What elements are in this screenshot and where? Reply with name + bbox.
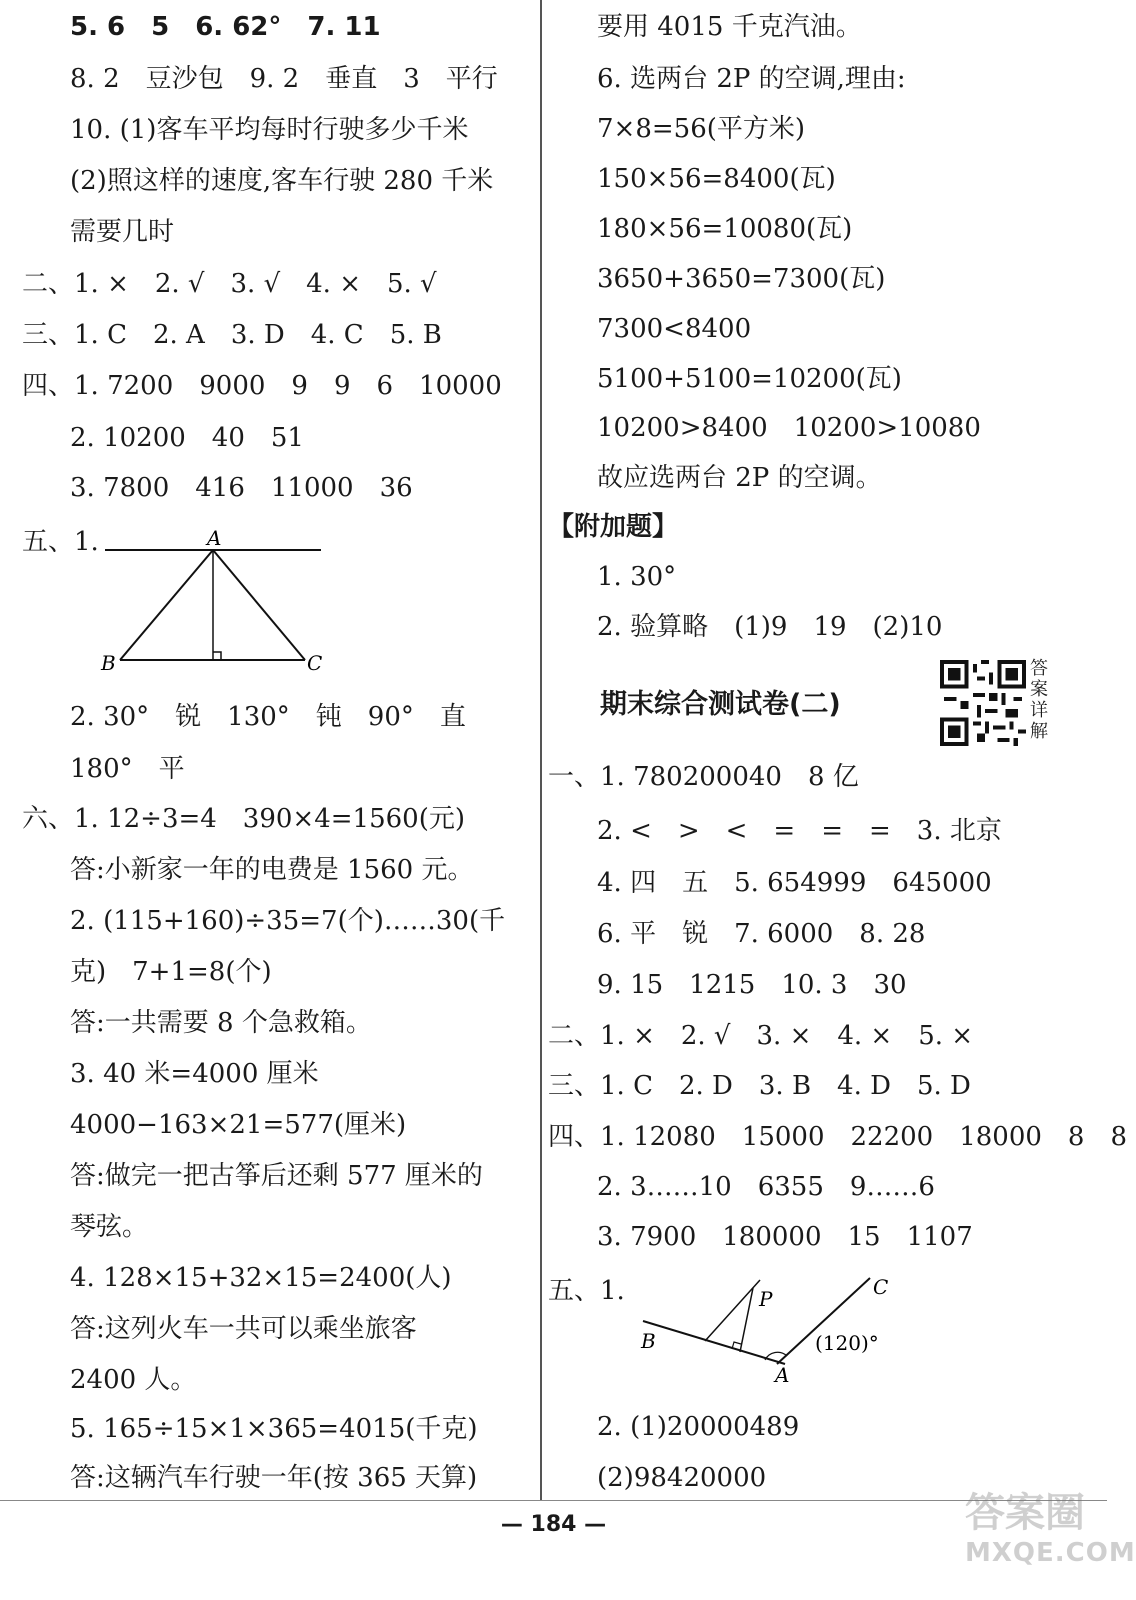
- answer-line: 2. 30° 锐 130° 钝 90° 直: [70, 702, 466, 732]
- answer-line: (2)98420000: [597, 1463, 767, 1493]
- qr-caption: 答案详解: [1030, 658, 1048, 742]
- section-five-label: 五、1.: [22, 527, 99, 557]
- section-two-answers: 二、1. × 2. √ 3. √ 4. × 5. √: [22, 269, 437, 299]
- answer-line: 2. (1)20000489: [597, 1412, 800, 1442]
- label-c: C: [873, 1275, 889, 1299]
- answer-line: 3650+3650=7300(瓦): [597, 264, 886, 294]
- watermark-logo: [965, 1488, 1136, 1588]
- section-two-answers: 二、1. × 2. √ 3. × 4. × 5. ×: [548, 1021, 974, 1051]
- answer-line: 1. 30°: [597, 562, 677, 592]
- answer-line: 答:一共需要 8 个急救箱。: [70, 1008, 372, 1038]
- section-five-label: 五、1.: [548, 1276, 625, 1306]
- answer-line: 5100+5100=10200(瓦): [597, 364, 902, 394]
- answer-line: 3. 7900 180000 15 1107: [597, 1222, 973, 1252]
- answer-line: 150×56=8400(瓦): [597, 164, 836, 194]
- answer-line: 答:这辆汽车行驶一年(按 365 天算): [70, 1463, 478, 1493]
- section-four-answers: 四、1. 12080 15000 22200 18000 8 8: [548, 1122, 1127, 1152]
- answer-line: 答:小新家一年的电费是 1560 元。: [70, 855, 474, 885]
- page-number: — 184 —: [500, 1512, 607, 1537]
- watermark-domain: MXQE.COM: [965, 1538, 1136, 1568]
- answer-line: 克) 7+1=8(个): [70, 957, 272, 987]
- answer-line: 180×56=10080(瓦): [597, 214, 853, 244]
- answer-line: 8. 2 豆沙包 9. 2 垂直 3 平行: [70, 64, 498, 94]
- section-one-answers: 一、1. 780200040 8 亿: [548, 762, 859, 792]
- label-a: A: [775, 1363, 790, 1387]
- answer-line: 10. (1)客车平均每时行驶多少千米: [70, 115, 469, 145]
- label-a: A: [207, 526, 222, 550]
- answer-line: 答:这列火车一共可以乘坐旅客: [70, 1314, 417, 1344]
- answer-line: 6. 选两台 2P 的空调,理由:: [597, 64, 906, 94]
- answer-line: 故应选两台 2P 的空调。: [597, 463, 882, 493]
- answer-line: 7300<8400: [597, 314, 752, 344]
- section-three-answers: 三、1. C 2. A 3. D 4. C 5. B: [22, 320, 442, 350]
- section-six-answers: 六、1. 12÷3=4 390×4=1560(元): [22, 804, 466, 834]
- perpendicular-angle-figure: [635, 1268, 905, 1388]
- column-divider: [540, 0, 542, 1500]
- answer-line: 2400 人。: [70, 1365, 197, 1395]
- answer-line: 2. < > < = = = 3. 北京: [597, 816, 1002, 846]
- answer-line: 需要几时: [70, 217, 175, 247]
- answer-line: 10200>8400 10200>10080: [597, 413, 981, 443]
- answer-line: 3. 40 米=4000 厘米: [70, 1059, 319, 1089]
- label-c: C: [307, 651, 323, 675]
- section-four-answers: 四、1. 7200 9000 9 9 6 10000: [22, 371, 502, 401]
- answer-line: (2)照这样的速度,客车行驶 280 千米: [70, 166, 494, 196]
- footer-rule: [0, 1500, 1107, 1501]
- answer-line: 6. 平 锐 7. 6000 8. 28: [597, 919, 926, 949]
- answer-line: 7×8=56(平方米): [597, 114, 806, 144]
- section-three-answers: 三、1. C 2. D 3. B 4. D 5. D: [548, 1071, 971, 1101]
- label-b: B: [101, 651, 116, 675]
- answer-line: 3. 7800 416 11000 36: [70, 473, 413, 503]
- answer-line: 180° 平: [70, 754, 185, 784]
- answer-line: 4. 128×15+32×15=2400(人): [70, 1263, 452, 1293]
- answer-line: 2. (115+160)÷35=7(个)……30(千: [70, 906, 506, 936]
- qr-code-icon: [940, 660, 1026, 746]
- answer-line: 2. 验算略 (1)9 19 (2)10: [597, 612, 943, 642]
- answer-line: 2. 10200 40 51: [70, 423, 304, 453]
- triangle-height-figure: [95, 525, 335, 680]
- answer-line: 答:做完一把古筝后还剩 577 厘米的: [70, 1161, 483, 1191]
- label-b: B: [641, 1329, 656, 1353]
- test-title: 期末综合测试卷(二): [600, 689, 841, 720]
- bonus-heading: 【附加题】: [548, 512, 679, 542]
- answer-line: 要用 4015 千克汽油。: [597, 12, 862, 42]
- answer-line: 5. 165÷15×1×365=4015(千克): [70, 1414, 478, 1444]
- answer-line: 2. 3……10 6355 9……6: [597, 1172, 935, 1202]
- label-p: P: [759, 1287, 773, 1311]
- watermark-title: 答案圈: [965, 1490, 1085, 1536]
- angle-value: (120)°: [815, 1331, 879, 1355]
- answer-line: 琴弦。: [70, 1212, 149, 1242]
- answer-line: 4. 四 五 5. 654999 645000: [597, 868, 992, 898]
- answer-line: 5. 6 5 6. 62° 7. 11: [70, 12, 381, 42]
- answer-line: 9. 15 1215 10. 3 30: [597, 970, 907, 1000]
- answer-line: 4000−163×21=577(厘米): [70, 1110, 407, 1140]
